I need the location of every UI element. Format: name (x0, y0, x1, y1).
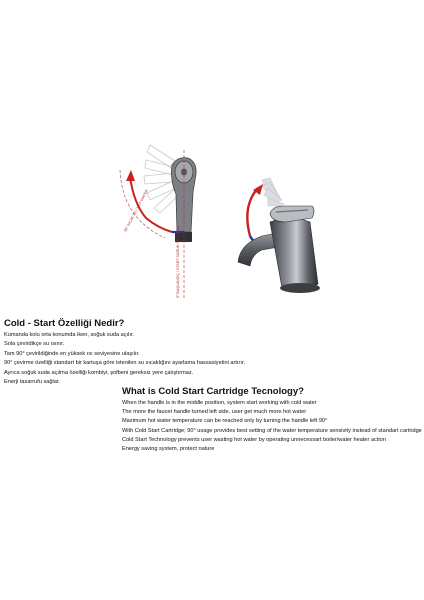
turkish-section (4, 318, 304, 387)
turkish-line: 90° çevirme özelliği standart bir kartuşa göre istenilen su sıcaklığını ayarlama hassasiyetini artırır. (4, 360, 246, 367)
english-title: What is Cold Start Cartridge Tecnology? (122, 386, 304, 397)
turkish-line: Ayrıca soğuk suda açılma özelliği kombiyi, şofbeni gereksiz yere çalıştırmaz. (4, 369, 194, 376)
english-section (122, 386, 422, 454)
english-line: Cold Start Technology prevents user wasting hot water by operating unnecessart boiler/water heater action (122, 436, 386, 443)
turkish-line: Kumanda kolu orta konumda iken, soğuk suda açılır. (4, 332, 134, 338)
english-line: With Cold Start Cartridge; 90° usage provides best setting of the water temperature sensivity instead of standart cartridge (122, 427, 422, 434)
turkish-line: Enerji tasarrufu sağlar. (4, 379, 60, 386)
english-line: When the handle is in the middle position, system start working with cold water (122, 400, 317, 406)
turkish-line: Tam 90° çevirildiğinde en yüksek ısı seviyesine ulaşılır. (4, 350, 140, 357)
hot-water-label: 90° SICAK SU / HOT WATER (123, 188, 150, 233)
faucet-3d (238, 178, 320, 293)
english-line: The more the faucet handle turned left side, user get much more hot water (122, 409, 307, 416)
top-view-diagram (120, 145, 196, 300)
turkish-line: Sola çevirdikçe su ısınır. (4, 341, 65, 348)
turkish-title: Cold - Start Özelliği Nedir? (4, 318, 125, 329)
english-line: Maximum hot water temperature can be reached only by turning the handle left 90° (122, 418, 328, 425)
cold-start-label: 0° BAŞLANGIÇ / START SOĞUK SU / COLD (176, 225, 180, 298)
english-line: Energy saving system, protect nature (122, 446, 215, 453)
